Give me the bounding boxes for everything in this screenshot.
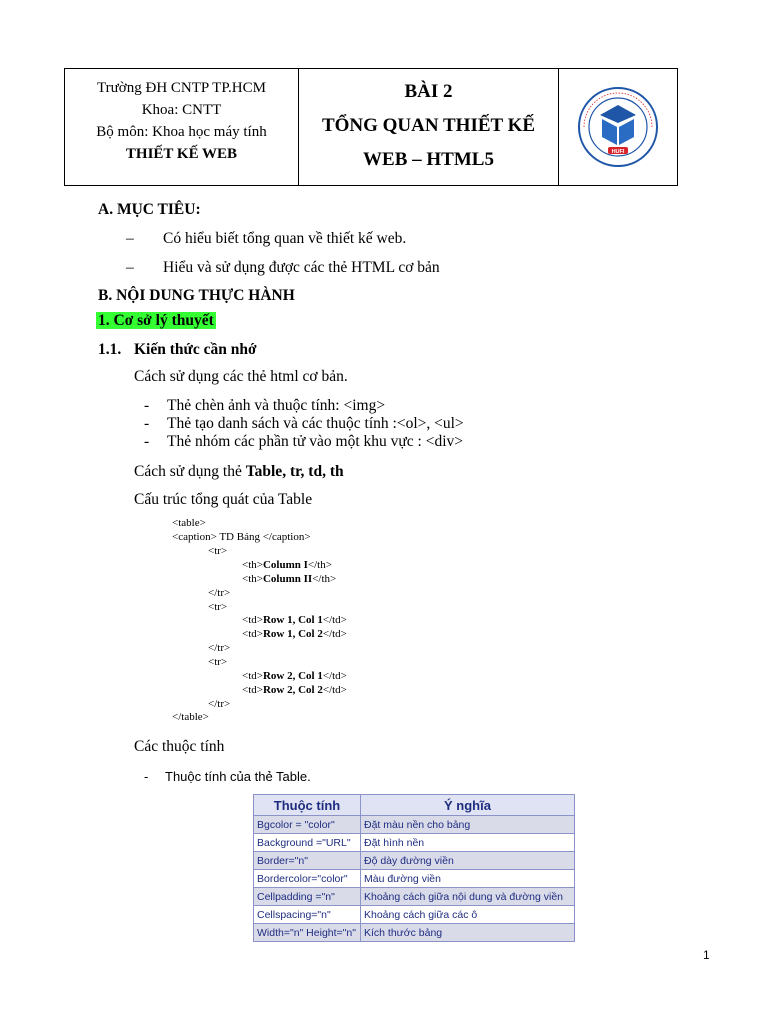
objective-item: Hiểu và sử dụng được các thẻ HTML cơ bản bbox=[163, 259, 440, 276]
dash-bullet: – bbox=[126, 230, 134, 247]
table-header-cell: Ý nghĩa bbox=[361, 795, 575, 816]
table-cell: Bgcolor = "color" bbox=[254, 816, 361, 834]
table-cell: Đặt màu nền cho bảng bbox=[361, 816, 575, 834]
code-line: <td>Row 2, Col 1</td> bbox=[242, 670, 347, 682]
dash-bullet: – bbox=[126, 259, 134, 276]
table-header-row bbox=[254, 795, 575, 816]
table-row bbox=[254, 906, 575, 924]
tag-bullet: Thẻ chèn ảnh và thuộc tính: <img> bbox=[167, 397, 386, 414]
list-dash: - bbox=[144, 397, 150, 414]
table-row bbox=[254, 888, 575, 906]
header-logo-cell bbox=[559, 69, 677, 185]
table-cell: Bordercolor="color" bbox=[254, 870, 361, 888]
table-cell: Border="n" bbox=[254, 852, 361, 870]
code-line: <tr> bbox=[208, 545, 228, 557]
header-left bbox=[65, 69, 299, 185]
code-line: <th>Column II</th> bbox=[242, 573, 337, 585]
attributes-sub: Thuộc tính của thẻ Table. bbox=[165, 769, 311, 784]
table-cell: Kích thước bảng bbox=[361, 924, 575, 942]
table-row bbox=[254, 816, 575, 834]
table-cell: Cellspacing="n" bbox=[254, 906, 361, 924]
university-logo bbox=[576, 85, 660, 169]
header-title bbox=[299, 69, 559, 185]
department-name: Bộ môn: Khoa học máy tính bbox=[96, 124, 267, 140]
code-line: <td>Row 1, Col 2</td> bbox=[242, 628, 347, 640]
table-cell: Màu đường viền bbox=[361, 870, 575, 888]
table-cell: Cellpadding ="n" bbox=[254, 888, 361, 906]
title-line-2: WEB – HTML5 bbox=[363, 149, 494, 170]
code-line: </tr> bbox=[208, 587, 231, 599]
header-box bbox=[64, 68, 678, 186]
table-header-cell: Thuộc tính bbox=[254, 795, 361, 816]
table-cell: Độ dày đường viền bbox=[361, 852, 575, 870]
code-line: <tr> bbox=[208, 601, 228, 613]
code-line: <th>Column I</th> bbox=[242, 559, 332, 571]
svg-text:HUFI: HUFI bbox=[611, 149, 625, 155]
code-line: <td>Row 1, Col 1</td> bbox=[242, 614, 347, 626]
list-dash: - bbox=[144, 769, 149, 784]
code-line: <td>Row 2, Col 2</td> bbox=[242, 684, 347, 696]
table-cell: Khoảng cách giữa nội dung và đường viền bbox=[361, 888, 575, 906]
code-line: <tr> bbox=[208, 656, 228, 668]
title-line-1: TỔNG QUAN THIẾT KẾ bbox=[321, 115, 536, 136]
code-line: <table> bbox=[172, 517, 206, 529]
attributes-heading: Các thuộc tính bbox=[134, 738, 225, 755]
table-cell: Width="n" Height="n" bbox=[254, 924, 361, 942]
course-name: THIẾT KẾ WEB bbox=[125, 146, 238, 162]
lesson-number: BÀI 2 bbox=[404, 81, 453, 102]
section-a-heading: A. MỤC TIÊU: bbox=[98, 201, 201, 218]
table-cell: Khoảng cách giữa các ô bbox=[361, 906, 575, 924]
code-line: </table> bbox=[172, 711, 209, 723]
page-number: 1 bbox=[703, 948, 710, 962]
table-row bbox=[254, 870, 575, 888]
table-row bbox=[254, 924, 575, 942]
subsection-number: 1.1. bbox=[98, 341, 122, 358]
table-cell: Đặt hình nền bbox=[361, 834, 575, 852]
table-row bbox=[254, 834, 575, 852]
list-dash: - bbox=[144, 415, 150, 432]
school-name: Trường ĐH CNTP TP.HCM bbox=[97, 80, 266, 96]
code-line: <caption> TD Bảng </caption> bbox=[172, 531, 311, 543]
intro-text: Cách sử dụng các thẻ html cơ bản. bbox=[134, 368, 348, 385]
section-b-heading: B. NỘI DUNG THỰC HÀNH bbox=[98, 287, 295, 304]
list-dash: - bbox=[144, 433, 150, 450]
code-line: </tr> bbox=[208, 698, 231, 710]
table-usage-text: Cách sử dụng thẻ Table, tr, td, th bbox=[134, 463, 344, 480]
tag-bullet: Thẻ tạo danh sách và các thuộc tính :<ol>, <ul> bbox=[167, 415, 464, 432]
theory-highlight: 1. Cơ sở lý thuyết bbox=[98, 312, 214, 329]
tag-bullet: Thẻ nhóm các phần tử vào một khu vực : <div> bbox=[167, 433, 463, 450]
attributes-table bbox=[253, 794, 575, 942]
faculty-name: Khoa: CNTT bbox=[141, 102, 222, 118]
structure-title: Cấu trúc tổng quát của Table bbox=[134, 491, 313, 508]
table-cell: Background ="URL" bbox=[254, 834, 361, 852]
table-row bbox=[254, 852, 575, 870]
code-line: </tr> bbox=[208, 642, 231, 654]
subsection-title: Kiến thức cần nhớ bbox=[134, 341, 257, 358]
objective-item: Có hiểu biết tổng quan về thiết kế web. bbox=[163, 230, 407, 247]
